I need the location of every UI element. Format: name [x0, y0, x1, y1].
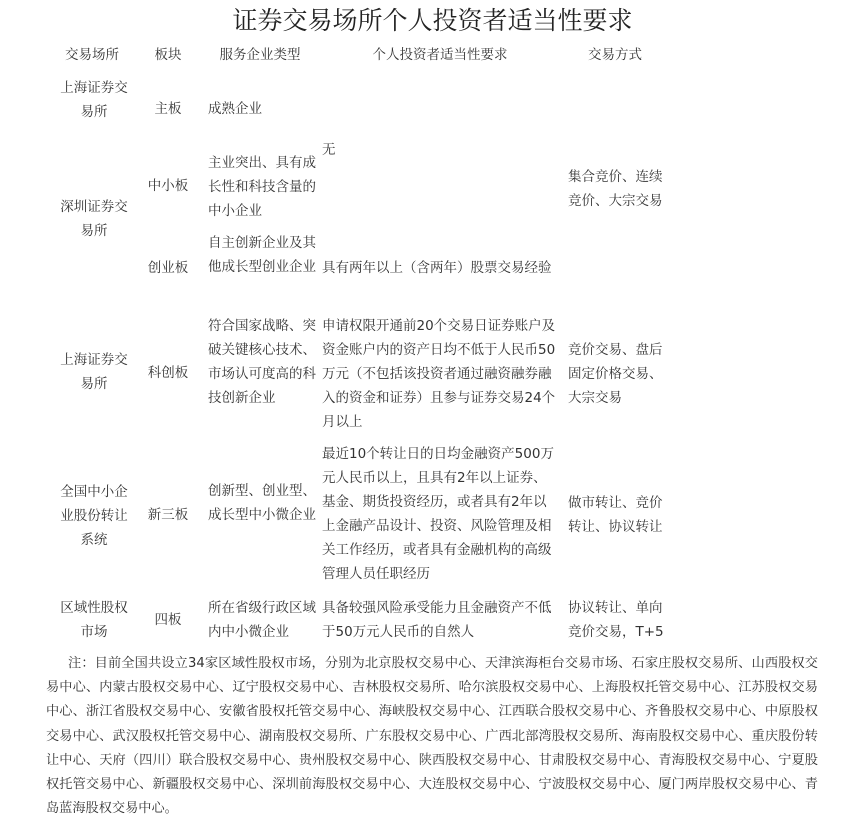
header-exchange: 交易场所	[65, 47, 119, 63]
row-1-company-type: 主业突出、具有成长性和科技含量的中小企业	[208, 155, 316, 219]
row-3-requirement: 申请权限开通前20个交易日证券账户及资金账户内的资产日均不低于人民币50万元（不包括该投资者通过融资融券融入的资金和证券）且参与证券交易24个月以上	[322, 318, 556, 430]
row-4-requirement: 最近10个转让日的日均金融资产500万元人民币以上，且具有2年以上证券、基金、期货投资经历，或者具有2年以上金融产品设计、投资、风险管理及相关工作经历，或者具有金融机构的高级管理人员任职经历	[322, 446, 554, 582]
row-0-company-type: 成熟企业	[208, 101, 262, 117]
header-board: 板块	[154, 47, 182, 63]
row-3-company-type: 符合国家战略、突破关键核心技术、市场认可度高的科技创新企业	[208, 318, 316, 406]
requirement-none: 无	[322, 142, 336, 158]
row-0-board: 主板	[154, 101, 182, 117]
row-4-exchange: 全国中小企业股份转让系统	[60, 484, 128, 548]
row-5-board: 四板	[154, 612, 182, 628]
row-3-board: 科创板	[147, 365, 189, 381]
row-3-exchange: 上海证券交易所	[60, 352, 128, 392]
header-company-type: 服务企业类型	[219, 47, 301, 63]
row-4-board: 新三板	[147, 507, 189, 523]
row-1-trading: 集合竞价、连续竞价、大宗交易	[568, 169, 663, 209]
row-2-requirement: 具有两年以上（含两年）股票交易经验	[322, 260, 552, 276]
footnote: 注：目前全国共设立34家区域性股权市场，分别为北京股权交易中心、天津滨海柜台交易市场、石家庄股权交易所、山西股权交易中心、内蒙古股权交易中心、辽宁股权交易中心、吉林股权交易所、哈尔滨股权交易中心、上海股权托管交易中心、江苏股权交易中心、浙江省股权交易中心、安徽省股权托管交易中心、海峡股权交易中心、江西联合股权交易中心、齐鲁股权交易中心、中原股权交易中心、武汉股权托管交易中心、湖南股权交易所、广东股权交易中心、广西北部湾股权交易所、海南股权交易中心、重庆股份转让中心、天府（四川）联合股权交易中心、贵州股权交易中心、陕西股权交易中心、甘肃股权交易中心、青海股权交易中心、宁夏股权托管交易中心、新疆股权交易中心、深圳前海股权交易中心、大连股权交易中心、宁波股权交易中心、厦门两岸股权交易中心、青岛蓝海股权交易中心。	[46, 656, 818, 817]
row-3-trading: 竞价交易、盘后固定价格交易、大宗交易	[568, 342, 663, 406]
row-5-trading: 协议转让、单向竞价交易，T+5	[568, 600, 664, 640]
row-2-company-type: 自主创新企业及其他成长型创业企业	[208, 235, 316, 275]
row-5-exchange: 区域性股权市场	[60, 600, 128, 640]
row-4-trading: 做市转让、竞价转让、协议转让	[568, 495, 663, 535]
header-requirement: 个人投资者适当性要求	[372, 47, 508, 63]
page-title: 证券交易场所个人投资者适当性要求	[232, 6, 633, 35]
row-5-requirement: 具备较强风险承受能力且金融资产不低于50万元人民币的自然人	[322, 600, 552, 640]
header-trading: 交易方式	[588, 47, 642, 63]
row-2-board: 创业板	[147, 260, 189, 276]
row-4-company-type: 创新型、创业型、成长型中小微企业	[208, 483, 316, 523]
row-0-exchange: 上海证券交易所	[60, 80, 128, 120]
row-1-board: 中小板	[147, 178, 189, 194]
row-5-company-type: 所在省级行政区域内中小微企业	[208, 600, 316, 640]
row-1-exchange: 深圳证券交易所	[60, 199, 128, 239]
